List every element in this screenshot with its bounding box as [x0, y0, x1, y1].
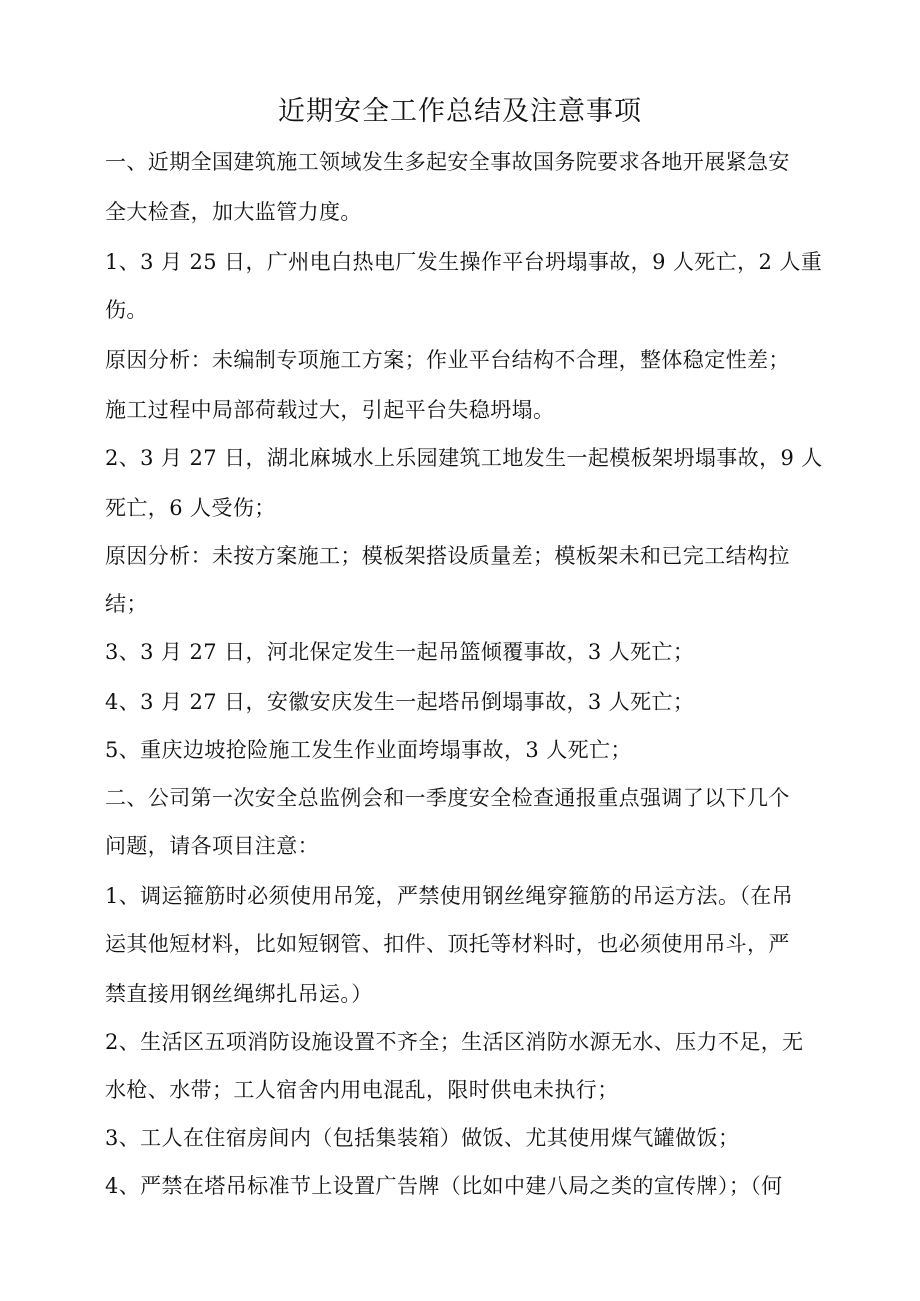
paragraph-line: 结； [105, 592, 148, 616]
paragraph-line: 一、近期全国建筑施工领域发生多起安全事故国务院要求各地开展紧急安 [105, 150, 790, 174]
paragraph-line: 4、严禁在塔吊标准节上设置广告牌（比如中建八局之类的宣传牌）；（何 [105, 1174, 783, 1198]
paragraph-line: 禁直接用钢丝绳绑扎吊运。） [105, 982, 373, 1006]
paragraph-line: 原因分析：未编制专项施工方案；作业平台结构不合理，整体稳定性差； [105, 348, 790, 372]
paragraph-line: 3、工人在住宿房间内（包括集装箱）做饭、尤其使用煤气罐做饭； [105, 1126, 740, 1150]
paragraph-line: 原因分析：未按方案施工；模板架搭设质量差；模板架未和已完工结构拉 [105, 544, 790, 568]
paragraph-line: 2、生活区五项消防设施设置不齐全；生活区消防水源无水、压力不足，无 [105, 1030, 804, 1054]
paragraph-line: 二、公司第一次安全总监例会和一季度安全检查通报重点强调了以下几个 [105, 786, 790, 810]
paragraph-line: 3、3 月 27 日，河北保定发生一起吊篮倾覆事故，3 人死亡； [105, 640, 695, 664]
paragraph-line: 1、3 月 25 日，广州电白热电厂发生操作平台坍塌事故，9 人死亡，2 人重 [105, 250, 823, 274]
paragraph-line: 5、重庆边坡抢险施工发生作业面垮塌事故，3 人死亡； [105, 738, 632, 762]
paragraph-line: 死亡，6 人受伤； [105, 496, 276, 520]
paragraph-line: 运其他短材料，比如短钢管、扣件、顶托等材料时，也必须使用吊斗，严 [105, 932, 790, 956]
paragraph-line: 2、3 月 27 日，湖北麻城水上乐园建筑工地发生一起模板架坍塌事故，9 人 [105, 446, 823, 470]
paragraph-line: 水枪、水带；工人宿舍内用电混乱，限时供电未执行； [105, 1078, 619, 1102]
paragraph-line: 4、3 月 27 日，安徽安庆发生一起塔吊倒塌事故，3 人死亡； [105, 690, 695, 714]
paragraph-line: 施工过程中局部荷载过大，引起平台失稳坍塌。 [105, 398, 555, 422]
paragraph-line: 问题，请各项目注意： [105, 834, 319, 858]
paragraph-line: 1、调运箍筋时必须使用吊笼，严禁使用钢丝绳穿箍筋的吊运方法。（在吊 [105, 884, 794, 908]
paragraph-line: 全大检查，加大监管力度。 [105, 200, 362, 224]
document-title: 近期安全工作总结及注意事项 [278, 96, 642, 127]
paragraph-line: 伤。 [105, 298, 148, 322]
